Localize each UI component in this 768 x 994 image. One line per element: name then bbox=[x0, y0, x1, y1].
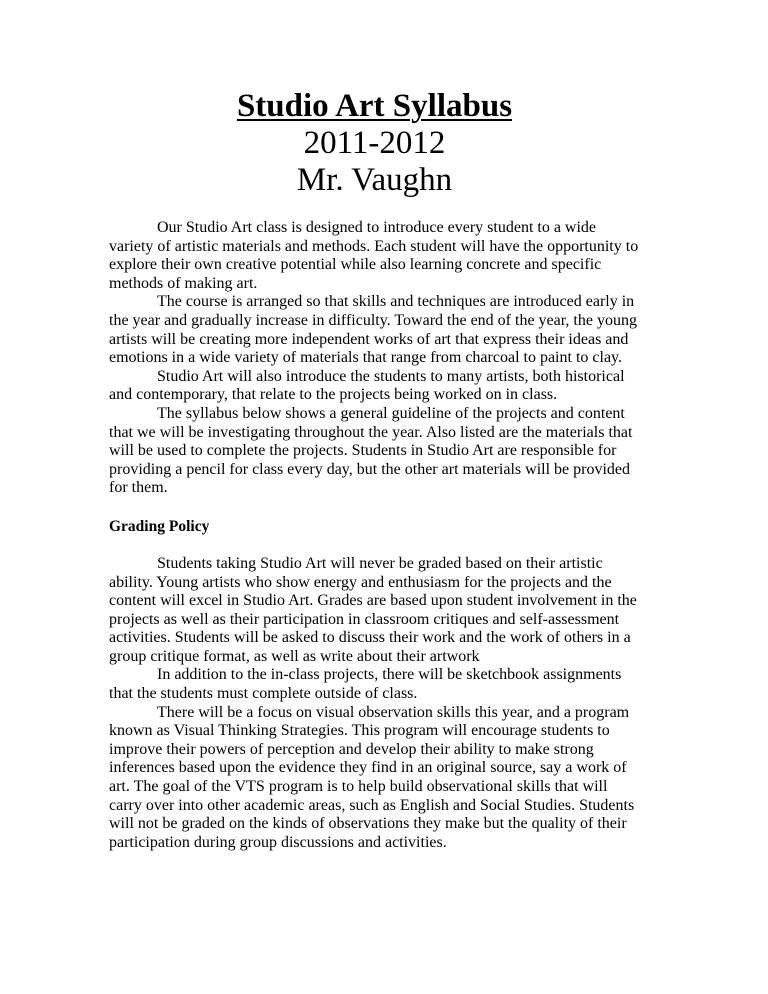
document-teacher: Mr. Vaughn bbox=[296, 162, 453, 198]
intro-paragraph: Our Studio Art class is designed to introduce every student to a wide variety of artistic materials and methods. Each student will have the opportunity to explore their own creative potential while also learning concrete and specific methods of making art. bbox=[109, 219, 639, 292]
intro-paragraph: The syllabus below shows a general guideline of the projects and content that we will be investigating throughout the year. Also listed are the materials that will be used to complete the projects. Students in Studio Art are responsible for providing a pencil for class every day, but the other art materials will be provided for them. bbox=[109, 404, 633, 497]
intro-paragraph: The course is arranged so that skills and techniques are introduced early in the year and gradually increase in difficulty. Toward the end of the year, the young artists will be creating more independent works of art that express their ideas and emotions in a wide variety of materials that range from charcoal to paint to clay. bbox=[109, 293, 637, 367]
grading-section bbox=[109, 555, 640, 853]
document-year: 2011-2012 bbox=[303, 125, 446, 161]
intro-paragraph: Studio Art will also introduce the students to many artists, both historical and contemporary, that relate to the projects being worked on in class. bbox=[109, 367, 625, 404]
grading-policy-heading: Grading Policy bbox=[109, 517, 210, 535]
grading-paragraph: In addition to the in-class projects, there will be sketchbook assignments that the students must complete outside of class. bbox=[109, 666, 622, 703]
grading-paragraph: There will be a focus on visual observation skills this year, and a program known as Visual Thinking Strategies. This program will encourage students to improve their powers of perception and develop their ability to make strong inferences based upon the evidence they find in an original source, say a work of art. The goal of the VTS program is to help build observational skills that will carry over into other academic areas, such as English and Social Studies. Students will not be graded on the kinds of observations they make but the quality of their participation during group discussions and activities. bbox=[109, 703, 635, 851]
document-title: Studio Art Syllabus bbox=[236, 88, 513, 124]
title-block bbox=[109, 88, 640, 199]
grading-paragraph: Students taking Studio Art will never be graded based on their artistic ability. Young artists who show energy and enthusiasm for the projects and the content will excel in Studio Art. Grades are based upon student involvement in the projects as well as their participation in classroom critiques and self-assessment activities. Students will be asked to discuss their work and the work of others in a group critique format, as well as write about their artwork bbox=[109, 554, 637, 665]
intro-section bbox=[109, 219, 640, 498]
